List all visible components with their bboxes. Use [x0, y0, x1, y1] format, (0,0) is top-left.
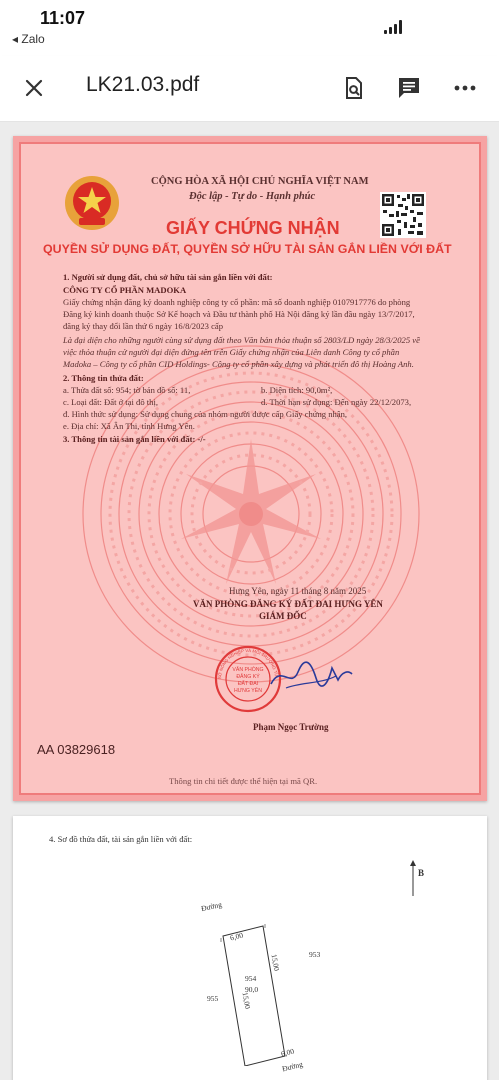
- parcel-land-type: c. Loại đất: Đất ở tại đô thị,: [63, 397, 158, 407]
- doc-subtitle: QUYỀN SỬ DỤNG ĐẤT, QUYỀN SỞ HỮU TÀI SẢN GẮN LIỀN VỚI ĐẤT: [43, 242, 452, 256]
- section2-heading: 2. Thông tin thửa đất:: [63, 373, 144, 383]
- dim-right: 15,00: [269, 953, 282, 972]
- serial-number: AA 03829618: [37, 742, 116, 757]
- national-title: CỘNG HÒA XÃ HỘI CHỦ NGHĨA VIỆT NAM: [151, 176, 369, 187]
- neighbor-right: 953: [309, 950, 321, 959]
- seal-ring-text: SỞ NÔNG NGHIỆP VÀ MÔI TRƯỜNG TỈN: [216, 647, 280, 680]
- search-document-icon: [342, 76, 366, 100]
- north-arrow-icon: [409, 860, 429, 900]
- owner-name: CÔNG TY CỔ PHẦN MADOKA: [63, 285, 187, 295]
- section3-heading: 3. Thông tin tài sản gắn liền với đất: -/-: [63, 434, 206, 444]
- parcel-area: b. Diện tích: 90,0m²,: [261, 385, 333, 395]
- status-time: 11:07: [40, 8, 86, 28]
- sketch-heading: 4. Sơ đồ thửa đất, tài sản gắn liền với đất:: [49, 834, 193, 844]
- seal-text-2: ĐĂNG KÝ: [236, 674, 260, 680]
- representative-line-3: Madoka – Công ty cổ phần CID Holdings- Công ty cổ phần xây dựng và phát triển đô thị Hoàng Anh.: [63, 359, 414, 369]
- issue-date: Hưng Yên, ngày 11 tháng 8 năm 2025: [229, 586, 367, 596]
- national-emblem-icon: [63, 174, 121, 232]
- director-title: GIÁM ĐỐC: [259, 611, 307, 621]
- dim-bottom: 6,00: [280, 1046, 296, 1059]
- seal-text-4: HƯNG YÊN: [234, 688, 262, 694]
- pdf-viewer[interactable]: [0, 122, 499, 1080]
- signal-icon: [384, 20, 406, 34]
- national-motto: Độc lập - Tự do - Hạnh phúc: [189, 191, 316, 202]
- signer-name: Phạm Ngọc Trường: [253, 722, 329, 732]
- north-label: B: [418, 868, 425, 878]
- close-button[interactable]: [16, 70, 52, 106]
- signature-icon: [266, 654, 356, 694]
- neighbor-left: 955: [207, 994, 219, 1003]
- owner-line-2: Đăng ký kinh doanh thuộc Sở Kế hoạch và Đầu tư thành phố Hà Nội đăng ký lần đầu ngày 13/7/2017,: [63, 309, 415, 319]
- owner-line-1: Giấy chứng nhận đăng ký doanh nghiệp công ty cổ phần: mã số doanh nghiệp 0107917776 do phòng: [63, 297, 411, 307]
- status-bar: [0, 0, 499, 56]
- issuing-office: VĂN PHÒNG ĐĂNG KÝ ĐẤT ĐAI HƯNG YÊN: [193, 599, 383, 609]
- bronze-drum-watermark-icon: [81, 344, 421, 684]
- parcel-area-label: 90,0: [245, 985, 259, 994]
- road-label-top: Đường: [200, 899, 223, 914]
- more-options-button[interactable]: [447, 70, 483, 106]
- section1-heading: 1. Người sử dụng đất, chủ sở hữu tài sản gắn liền với đất:: [63, 272, 273, 282]
- parcel-number-label: 954: [245, 974, 257, 983]
- back-to-app-link[interactable]: ◂ Zalo: [12, 32, 45, 46]
- parcel-address: e. Địa chỉ: Xã Ân Thi, tỉnh Hưng Yên.: [63, 421, 195, 431]
- pdf-page-2: [13, 816, 487, 1080]
- seal-text-3: ĐẤT ĐAI: [237, 681, 259, 687]
- parcel-number: a. Thửa đất số: 954; tờ bản đồ số: 11,: [63, 385, 191, 395]
- seal-text-1: VĂN PHÒNG: [232, 667, 264, 673]
- parcel-sketch: [203, 916, 323, 1066]
- parcel-usage-form: đ. Hình thức sử dụng: Sử dụng chung của nhóm người được cấp Giấy chứng nhận,: [63, 409, 348, 419]
- comment-icon: [397, 76, 421, 100]
- dim-left: 15,00: [240, 991, 253, 1010]
- dim-top: 6,00: [229, 930, 245, 943]
- file-title: LK21.03.pdf: [86, 73, 200, 96]
- representative-line-2: việc thỏa thuận cử người đại diện đứng tên trên Giấy chứng nhận của Liên danh Công ty cổ phần: [63, 347, 400, 357]
- more-vert-icon: [454, 84, 476, 92]
- app-bar: [0, 56, 499, 122]
- certificate-frame: [19, 142, 481, 795]
- search-document-button[interactable]: [336, 70, 372, 106]
- road-label-bottom: Đường: [281, 1059, 304, 1074]
- doc-title: GIẤY CHỨNG NHẬN: [166, 218, 340, 238]
- qr-code-icon[interactable]: [380, 192, 426, 238]
- representative-line-1: Là đại diện cho những người cùng sử dụng đất theo Văn bản thỏa thuận số 2803/LD ngày 28/3/2025 về: [63, 335, 420, 345]
- pdf-page-1: [13, 136, 487, 801]
- comment-button[interactable]: [391, 70, 427, 106]
- close-icon: [24, 78, 44, 98]
- qr-footer-note: Thông tin chi tiết được thể hiện tại mã QR.: [169, 776, 318, 786]
- owner-line-3: đăng ký thay đổi lần thứ 6 ngày 16/8/2023 cấp: [63, 321, 224, 331]
- parcel-term: d. Thời hạn sử dụng: Đến ngày 22/12/2073,: [261, 397, 412, 407]
